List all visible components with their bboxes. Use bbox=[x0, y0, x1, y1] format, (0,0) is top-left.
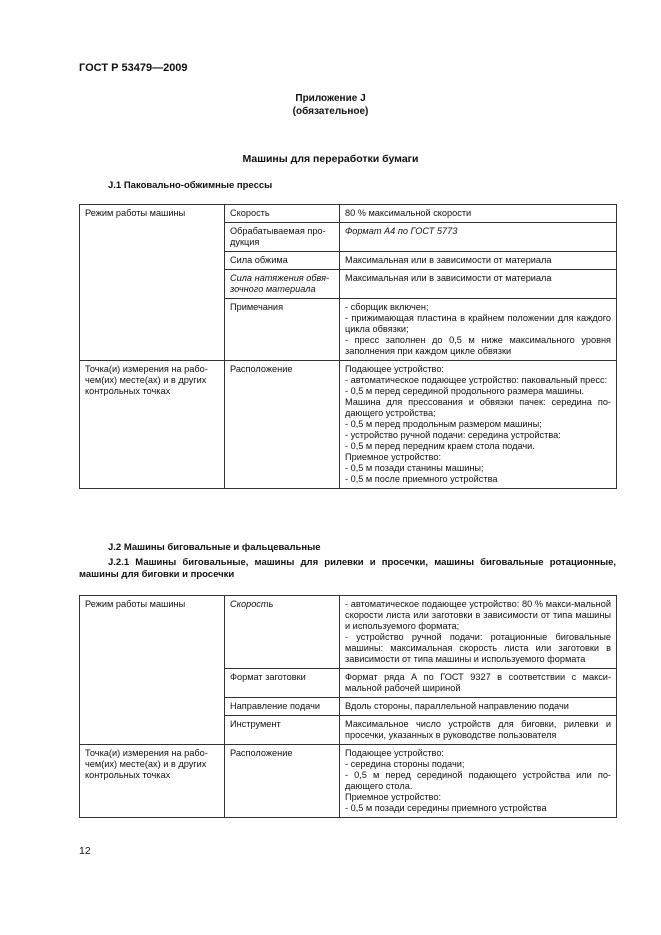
format-value: Формат ряда А по ГОСТ 9327 в соответствии с макси-мальной рабочей шириной bbox=[340, 669, 617, 698]
table-j1 bbox=[79, 204, 617, 489]
location-line: Приемное устройство: bbox=[345, 792, 442, 802]
location-line: Подающее устройство: bbox=[345, 748, 444, 758]
notes-line: - прижимающая пластина в крайнем положении для каждого цикла обвязки; bbox=[345, 313, 611, 334]
location-line: - 0,5 м после приемного устройства bbox=[345, 474, 498, 484]
mode-label-cell bbox=[80, 205, 225, 361]
tension-value: Максимальная или в зависимости от материала bbox=[340, 270, 617, 299]
format-label: Формат заготовки bbox=[225, 669, 340, 698]
location-line: Приемное устройство: bbox=[345, 452, 442, 462]
location-line: - 0,5 м перед серединой продольного размера машины. bbox=[345, 386, 584, 396]
location-line: - устройство ручной подачи: середина устройства: bbox=[345, 430, 561, 440]
tool-label: Инструмент bbox=[225, 716, 340, 745]
crimp-value: Максимальная или в зависимости от материала bbox=[340, 252, 617, 270]
points-label: Точка(и) измерения на рабо-чем(их) месте(ах) и в других контрольных точках bbox=[80, 361, 225, 489]
crimp-label: Сила обжима bbox=[225, 252, 340, 270]
table-row bbox=[80, 596, 617, 669]
annex-title: Приложение J bbox=[295, 93, 366, 104]
section-j1-heading: J.1 Паковально-обжимные прессы bbox=[108, 180, 273, 191]
location-label: Расположение bbox=[225, 361, 340, 489]
location-line: - 0,5 м позади середины приемного устройства bbox=[345, 803, 547, 813]
speed-value: 80 % максимальной скорости bbox=[340, 205, 617, 223]
notes-value bbox=[340, 299, 617, 361]
document-code: ГОСТ Р 53479—2009 bbox=[79, 62, 188, 74]
location-line: - 0,5 м перед продольным размером машины; bbox=[345, 419, 542, 429]
notes-line: - сборщик включен; bbox=[345, 302, 429, 312]
table-row bbox=[80, 745, 617, 818]
annex-status: (обязательное) bbox=[292, 106, 369, 117]
location-label: Расположение bbox=[225, 745, 340, 818]
points-label: Точка(и) измерения на рабо-чем(их) месте(ах) и в других контрольных точках bbox=[80, 745, 225, 818]
location-line: Подающее устройство: bbox=[345, 364, 444, 374]
location-line: - 0,5 м перед серединой подающего устройства или по-дающего стола. bbox=[345, 770, 611, 791]
section-j2-heading: J.2 Машины биговальные и фальцевальные bbox=[108, 542, 321, 553]
speed-label: Скорость bbox=[225, 596, 340, 669]
notes-label: Примечания bbox=[225, 299, 340, 361]
speed-label: Скорость bbox=[225, 205, 340, 223]
section-title: Машины для переработки бумаги bbox=[242, 153, 419, 165]
location-line: - автоматическое подающее устройство: паковальный пресс: bbox=[345, 375, 608, 385]
mode-label: Режим работы машины bbox=[85, 599, 186, 609]
tension-label: Сила натяжения обвя-зочного материала bbox=[225, 270, 340, 299]
direction-label: Направление подачи bbox=[225, 698, 340, 716]
section-j21-heading: J.2.1 Машины биговальные, машины для рилевки и просечки, машины биговальные ротационные, машины для биговки и просечки bbox=[79, 557, 616, 580]
direction-value: Вдоль стороны, параллельной направлению подачи bbox=[340, 698, 617, 716]
location-line: - середина стороны подачи; bbox=[345, 759, 465, 769]
table-j21 bbox=[79, 595, 617, 818]
speed-line: - автоматическое подающее устройство: 80 % макси-мальной скорости листа или заготовки в зависимости от типа машины и используемого формата; bbox=[345, 599, 611, 631]
location-line: Машина для прессования и обвязки пачек: середина по-дающего устройства; bbox=[345, 397, 611, 418]
speed-value bbox=[340, 596, 617, 669]
speed-line: - устройство ручной подачи: ротационные биговальные машины: максимальная скорость листа или заготовки в зависимости от типа машины и используемого формата bbox=[345, 632, 611, 664]
material-value: Формат А4 по ГОСТ 5773 bbox=[340, 223, 617, 252]
table-row bbox=[80, 205, 617, 223]
material-label: Обрабатываемая про-дукция bbox=[225, 223, 340, 252]
mode-label-cell bbox=[80, 596, 225, 745]
location-value bbox=[340, 745, 617, 818]
location-line: - 0,5 м перед передним краем стола подачи. bbox=[345, 441, 535, 451]
location-value bbox=[340, 361, 617, 489]
notes-line: - пресс заполнен до 0,5 м ниже максимального уровня заполнения при каждом цикле обвязки bbox=[345, 335, 611, 356]
table-row bbox=[80, 361, 617, 489]
tool-value: Максимальное число устройств для биговки, рилевки и просечки, указанных в руководстве пользователя bbox=[340, 716, 617, 745]
mode-label: Режим работы машины bbox=[85, 208, 186, 218]
location-line: - 0,5 м позади станины машины; bbox=[345, 463, 484, 473]
page-number: 12 bbox=[79, 845, 91, 857]
